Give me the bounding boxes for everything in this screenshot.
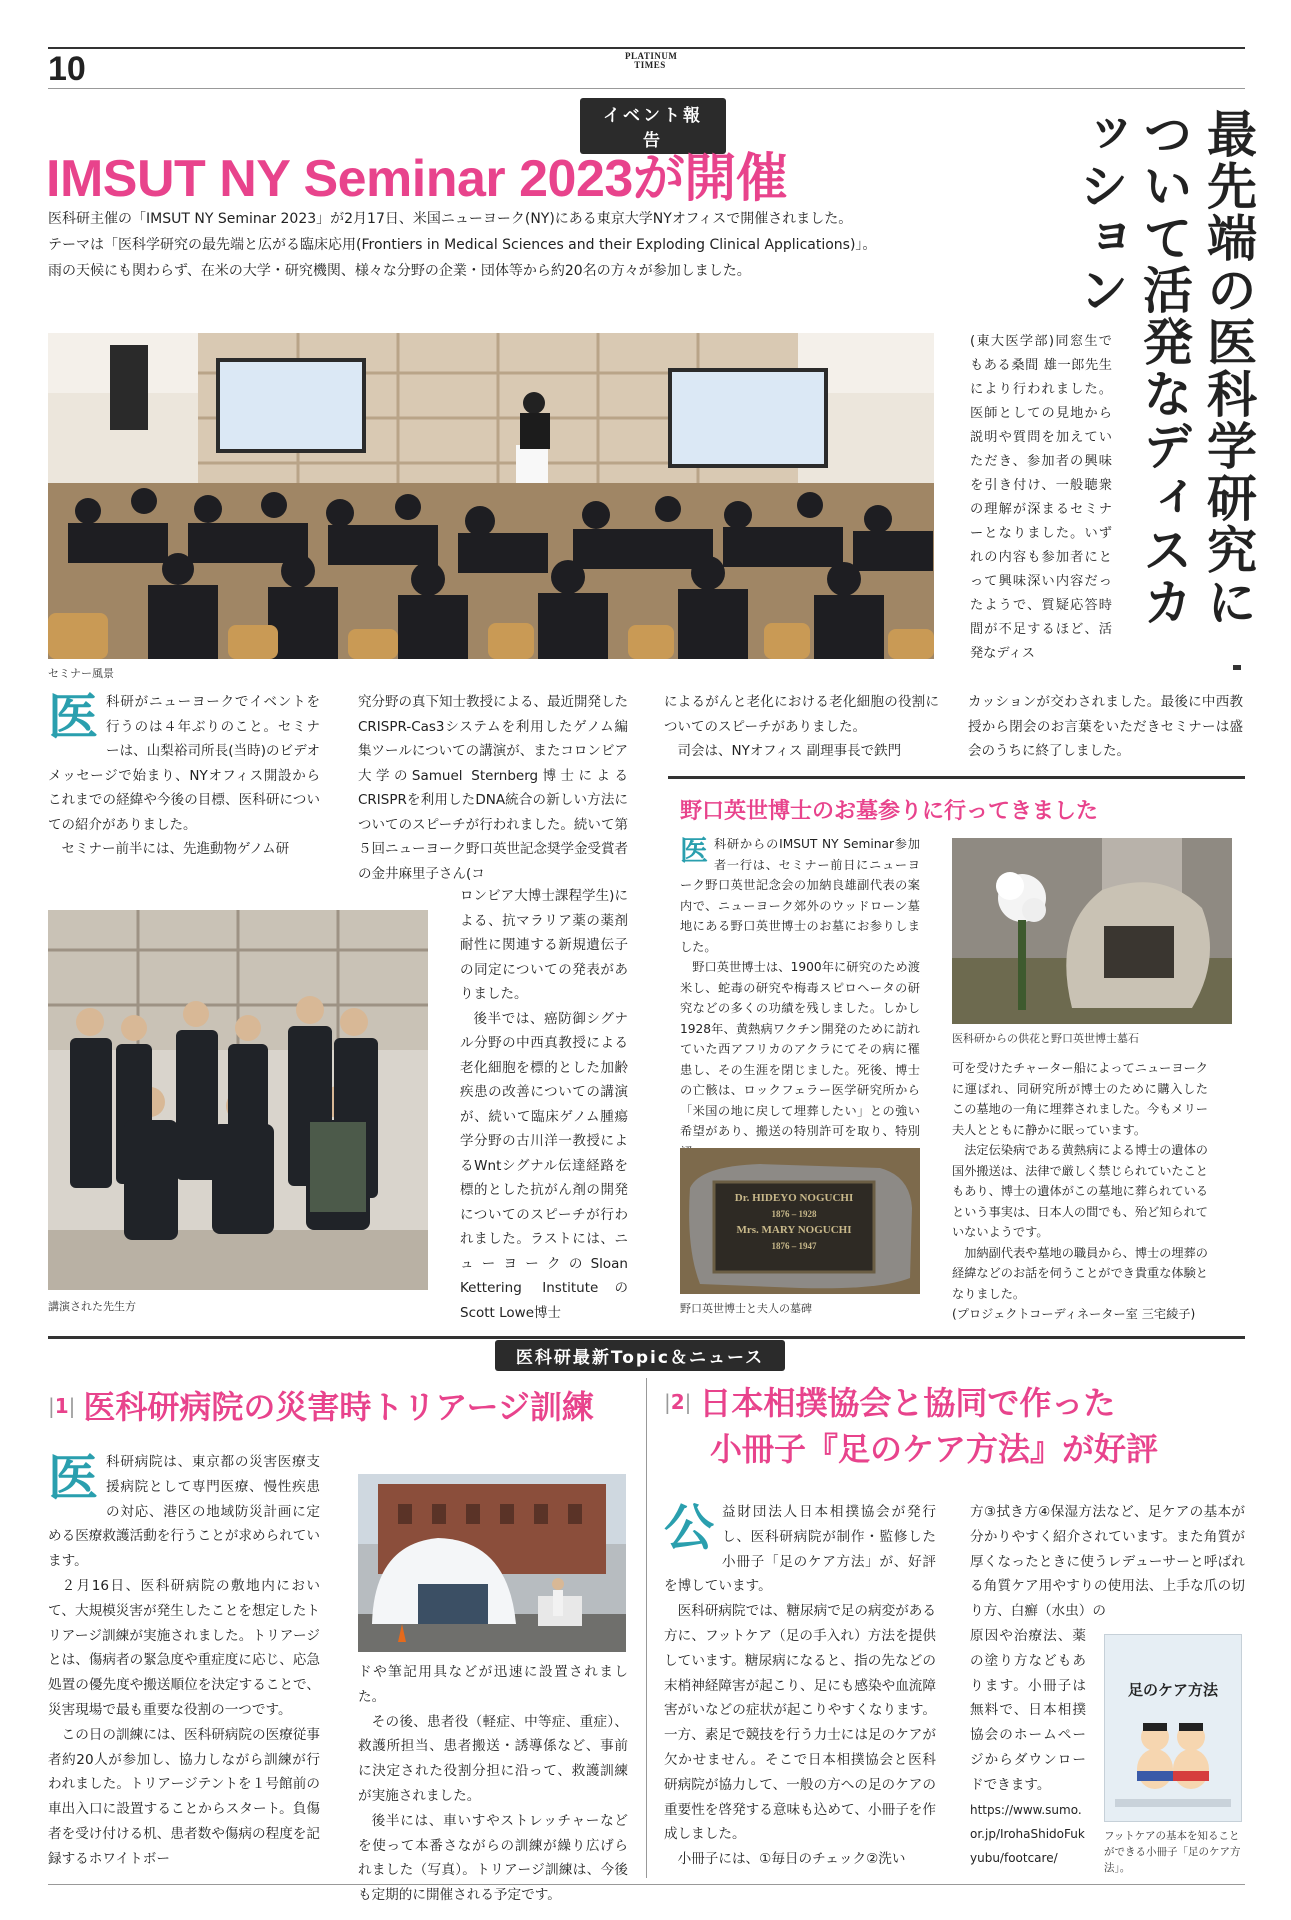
article-col-1 (48, 687, 320, 862)
topic2-p2: 医科研病院では、糖尿病で足の病変がある方に、フットケア（足の手入れ）方法を提供しています。糖尿病になると、指の先などの末梢神経障害が起こり、足にも感染や血流障害がいなどの症状が起こりやすくなります。一方、素足で競技を行う力士には足のケアが欠かせません。そこで日本相撲協会と医科研病院が協力して、一般の方への足のケアの重要性を啓発する意味も込めて、小冊子を作成しました。 (664, 1603, 936, 1843)
topic2-dropcap: 公 (664, 1498, 714, 1557)
grave-flowers-caption: 医科研からの供花と野口英世博士墓石 (952, 1032, 1139, 1045)
article-col-right-top: (東大医学部)同窓生でもある桑間 雄一郎先生により行われました。医師としての見地から説明や質問を加えていただき、参加者の興味を引き付け、一般聴衆の理解が深まるセミナーとなりました。いずれの内容も参加者にとって興味深い内容だったようで、質疑応答時間が不足するほど、活発なディス (970, 334, 1112, 661)
topic2-p1: 益財団法人日本相撲協会が発行し、医科研病院が制作・監修した小冊子「足のケア方法」が、好評を博しています。 (664, 1504, 936, 1595)
article-lead (48, 206, 928, 284)
article-col-4-bottom: カッションが交わされました。最後に中西教授から閉会のお言葉をいただきセミナーは盛会のうちに終了しました。 (968, 694, 1243, 759)
speakers-photo (48, 910, 428, 1290)
topic2-col-2-narrow (970, 1624, 1086, 1870)
topic1-p1: 科研病院は、東京都の災害医療支援病院として専門医療、慢性疾患の対応、港区の地域防災計画に定める医療救護活動を行うことが求められています。 (48, 1454, 320, 1570)
plaque-line-4: 1876 – 1947 (771, 1241, 817, 1251)
booklet-footer-bar (1115, 1799, 1231, 1807)
grave-plaque-photo (680, 1148, 920, 1294)
seminar-photo (48, 333, 934, 659)
topics-label: 医科研最新Topic＆ニュース (495, 1340, 785, 1371)
topic1-title-text: 医科研病院の災害時トリアージ訓練 (83, 1388, 594, 1426)
article-col2-narrow-a: ロンビア大博士課程学生)による、抗マラリア薬の薬剤耐性に関連する新規遺伝子の同定についての発表がありました。 (460, 888, 628, 1002)
topic2-p3: 小冊子には、①毎日のチェック②洗い (677, 1851, 906, 1868)
plaque-line-1: Dr. HIDEYO NOGUCHI (734, 1192, 854, 1204)
topic1-p4: ドや筆記用具などが迅速に設置されました。 (358, 1664, 628, 1705)
topic2-title-line1: 日本相撲協会と協同で作った (699, 1384, 1116, 1422)
publication-logo (625, 51, 678, 70)
topic1-p3: この日の訓練には、医科研病院の医療従事者約20人が参加し、協力しながら訓練が行われました。トリアージテントを１号館前の車出入口に設置することからスタート。負傷者を受け付ける机、患者数や傷病の程度を記録するホワイトボー (48, 1726, 320, 1867)
noguchi-text-c: 可を受けたチャーター船によってニューヨークに運ばれ、同研究所が博士のために購入したこの墓地の一角に埋葬されました。今もメリー夫人とともに静かに眠っています。 (952, 1061, 1208, 1137)
seminar-photo-caption: セミナー風景 (48, 667, 114, 680)
plaque-line-2: 1876 – 1928 (771, 1209, 817, 1219)
logo-line1: PLATINUM (625, 51, 678, 61)
lead-line-1: 医科研主催の「IMSUT NY Seminar 2023」が2月17日、米国ニューヨーク(NY)にある東京大学NYオフィスで開催されました。 (48, 211, 853, 227)
plaque-line-3: Mrs. MARY NOGUCHI (736, 1224, 852, 1236)
topic1-p5: その後、患者役（軽症、中等症、重症）、救護所担当、患者搬送・誘導係など、事前に決定された役割分担に沿って、救護訓練が実施されました。 (358, 1713, 628, 1804)
topic1-col-2 (358, 1660, 628, 1908)
page-number: 10 (48, 50, 86, 88)
topic2-title: |2| 日本相撲協会と協同で作った 小冊子『足のケア方法』が好評 (664, 1384, 1159, 1468)
noguchi-credit: (プロジェクトコーディネーター室 三宅綾子) (952, 1307, 1196, 1321)
noguchi-dropcap: 医 (680, 834, 709, 867)
article-col2-narrow-b: 後半では、癌防御シグナル分野の中西真教授による老化細胞を標的とした加齢疾患の改善についての講演が、続いて臨床ゲノム腫瘍学分野の古川洋一教授によるWntシグナル伝達経路を標的とした抗がん剤の開発についてのスピーチが行われました。ラストには、ニューヨークのSloan Kettering InstituteのScott Lowe博士 (460, 1010, 628, 1321)
topic2-col-1 (664, 1500, 936, 1872)
vertical-headline: 最先端の医科学研究について活発なディスカッション (1071, 108, 1258, 628)
topic1-title: |1| 医科研病院の災害時トリアージ訓練 (48, 1388, 594, 1426)
noguchi-col-2 (952, 1058, 1208, 1325)
booklet-caption: フットケアの基本を知ることができる小冊子「足のケア方法」。 (1104, 1830, 1241, 1874)
grave-flowers-photo (952, 838, 1232, 1024)
noguchi-text-d: 法定伝染病である黄熱病による博士の遺体の国外搬送は、法律で厳しく禁じられていたこともあり、博士の遺体がこの墓地に葬られているという事実は、日本人の間でも、殆ど知られていないようです。 (952, 1143, 1208, 1239)
section-label: イベント報告 (580, 98, 726, 154)
booklet-title: 足のケア方法 (1127, 1681, 1218, 1699)
article-dropcap: 医 (48, 687, 98, 746)
noguchi-col-1 (680, 834, 920, 1162)
triage-photo (358, 1474, 626, 1652)
article-col-2-top: 究分野の真下知士教授による、最近開発したCRISPR-Cas3システムを利用したゲノム編集ツールについての講演が、またコロンビア大学のSamuel Sternberg博士によるCRISPRを利用したDNA統合の新しい方法についてのスピーチが行われました。続いて第５回ニューヨーク野口英世記念奨学金受賞者の金井麻里子さん(コ (358, 694, 628, 882)
plaque-text (714, 1190, 874, 1254)
topic1-dropcap: 医 (48, 1448, 98, 1507)
booklet-cover (1104, 1634, 1242, 1822)
noguchi-text-e: 加納副代表や墓地の職員から、博士の埋葬の経緯などのお話を伺うことができ貴重な体験となりました。 (952, 1245, 1208, 1301)
article-col-3-top (664, 690, 939, 764)
booklet-sumo-illustration (1105, 1713, 1241, 1803)
topic1-col-1 (48, 1450, 320, 1872)
lead-line-2: テーマは「医科学研究の最先端と広がる臨床応用(Frontiers in Medical Sciences and their Exploding Clinical Applications)」。 (48, 237, 877, 253)
article-col1-text-2: セミナー前半には、先進動物ゲノム研 (61, 841, 290, 857)
topic1-number: 1 (54, 1394, 69, 1418)
topic1-p2: ２月16日、医科研病院の敷地内において、大規模災害が発生したことを想定したトリアージ訓練が実施されました。トリアージとは、傷病者の緊急度や重症度に応じ、応急処置の優先度や搬送順位を決定することで、災害現場で最も重要な役割の一つです。 (48, 1577, 320, 1718)
noguchi-title: 野口英世博士のお墓参りに行ってきました (680, 799, 1099, 824)
topic2-p5: 原因や治療法、薬の塗り方などもあります。小冊子は無料で、日本相撲協会のホームページからダウンロードできます。 (970, 1628, 1086, 1793)
topic1-p6: 後半には、車いすやストレッチャーなどを使って本番さながらの訓練が繰り広げられました（写真）。トリアージ訓練は、今後も定期的に開催される予定です。 (358, 1812, 628, 1904)
article-col1-text: 科研がニューヨークでイベントを行うのは４年ぶりのこと。セミナーは、山梨裕司所長(当時)のビデオメッセージで始まり、NYオフィス開設からこれまでの経緯や今後の目標、医科研についての紹介がありました。 (48, 694, 320, 833)
topic2-title-line2: 小冊子『足のケア方法』が好評 (710, 1430, 1159, 1468)
topic2-col-2-top: 方③拭き方④保湿方法など、足ケアの基本が分かりやすく紹介されています。また角質が厚くなったときに使うレデューサーと呼ばれる角質ケア用やすりの使用法、上手な爪の切り方、白癬（水虫）の (970, 1504, 1245, 1620)
topic2-number: 2 (670, 1390, 685, 1414)
article-title: IMSUT NY Seminar 2023が開催 (46, 150, 788, 208)
noguchi-text-b: 野口英世博士は、1900年に研究のため渡米し、蛇毒の研究や梅毒スピロヘータの研究などの多くの功績を残しました。しかし1928年、黄熱病ワクチン開発のために訪れていた西アフリカのアクラにてその病に罹患し、その生涯を閉じました。死後、博士の亡骸は、ロックフェラー医学研究所から「米国の地に戻して埋葬したい」との強い希望があり、搬送の特別許可を取り、特別 (680, 960, 920, 1138)
grave-plaque-caption: 野口英世博士と夫人の墓碑 (680, 1302, 812, 1315)
article-col3-a: によるがんと老化における老化細胞の役割についてのスピーチがありました。 (664, 694, 939, 735)
topic2-url[interactable]: https://www.sumo.or.jp/IrohaShidoFukyubu/footcare/ (970, 1802, 1085, 1865)
lead-line-3: 雨の天候にも関わらず、在米の大学・研究機関、様々な分野の企業・団体等から約20名の方々が参加しました。 (48, 263, 751, 279)
noguchi-text-a: 科研からのIMSUT NY Seminar参加者一行は、セミナー前日にニューヨーク野口英世記念会の加納良雄副代表の案内で、ニューヨーク郊外のウッドローン墓地にある野口英世博士のお墓にお参りしました。 (680, 837, 920, 954)
speakers-photo-caption: 講演された先生方 (48, 1300, 136, 1313)
article-col-2-narrow (460, 884, 628, 1325)
article-col3-b: 司会は、NYオフィス 副理事長で鉄門 (677, 743, 902, 759)
logo-line2: TIMES (634, 60, 666, 70)
